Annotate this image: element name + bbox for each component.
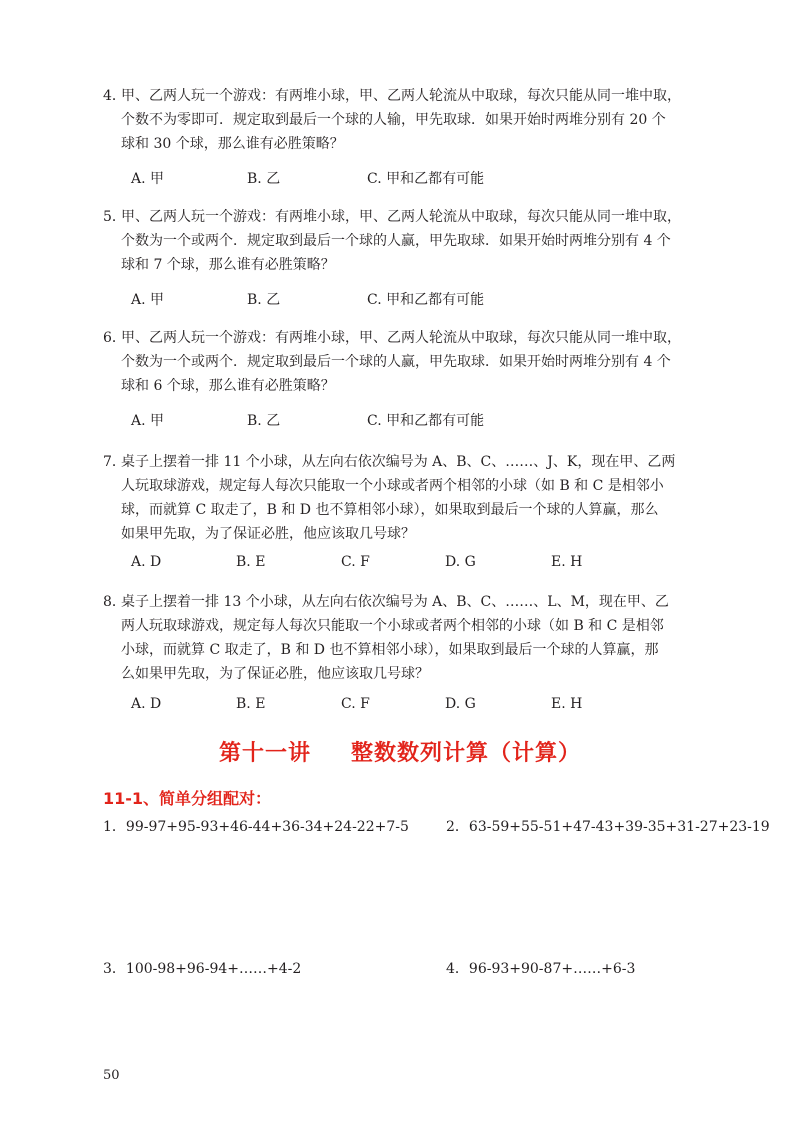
option-a[interactable]: A. D (131, 696, 162, 712)
exercise-3: 3．100-98+96-94+……+4-2 (103, 961, 302, 977)
option-a[interactable]: A. 甲 (131, 413, 165, 429)
option-a[interactable]: A. 甲 (131, 171, 165, 187)
options-4 (131, 168, 731, 190)
option-c[interactable]: C. 甲和乙都有可能 (367, 413, 485, 429)
question-line: 个数为一个或两个．规定取到最后一个球的人赢，甲先取球．如果开始时两堆分别有 4 个 (121, 233, 671, 249)
option-d[interactable]: D. G (445, 554, 476, 570)
option-b[interactable]: B. 乙 (247, 413, 281, 429)
question-number: 4． (103, 88, 126, 104)
option-d[interactable]: D. G (445, 696, 476, 712)
options-8 (131, 696, 731, 718)
question-line: 球和 30 个球，那么谁有必胜策略？ (121, 136, 344, 152)
options-7 (131, 554, 731, 576)
question-line: 如果甲先取，为了保证必胜，他应该取几号球？ (121, 526, 415, 542)
question-line: 甲、乙两人玩一个游戏：有两堆小球，甲、乙两人轮流从中取球，每次只能从同一堆中取， (121, 88, 681, 104)
question-line: 小球，而就算 C 取走了，B 和 D 也不算相邻小球），如果取到最后一个球的人算赢，那 (121, 642, 659, 658)
question-number: 6． (103, 330, 126, 346)
option-b[interactable]: B. 乙 (247, 171, 281, 187)
question-line: 球，而就算 C 取走了，B 和 D 也不算相邻小球），如果取到最后一个球的人算赢，那么 (121, 502, 659, 518)
question-line: 个数不为零即可．规定取到最后一个球的人输，甲先取球．如果开始时两堆分别有 20 个 (121, 112, 666, 128)
question-line: 桌子上摆着一排 11 个小球，从左向右依次编号为 A、B、C、……、J、K，现在甲、乙两 (121, 454, 676, 470)
option-b[interactable]: B. E (236, 554, 266, 570)
question-8 (103, 590, 723, 686)
exercise-4: 4．96-93+90-87+……+6-3 (446, 961, 636, 977)
question-line: 甲、乙两人玩一个游戏：有两堆小球，甲、乙两人轮流从中取球，每次只能从同一堆中取， (121, 330, 681, 346)
sub-heading: 11-1、简单分组配对： (103, 789, 272, 808)
option-c[interactable]: C. F (341, 696, 370, 712)
question-7 (103, 450, 723, 546)
question-line: 甲、乙两人玩一个游戏：有两堆小球，甲、乙两人轮流从中取球，每次只能从同一堆中取， (121, 209, 681, 225)
question-number: 5． (103, 209, 126, 225)
question-line: 人玩取球游戏，规定每人每次只能取一个小球或者两个相邻的小球（如 B 和 C 是相邻小 (121, 478, 664, 494)
question-line: 球和 7 个球，那么谁有必胜策略？ (121, 257, 335, 273)
exercise-2: 2．63-59+55-51+47-43+39-35+31-27+23-19 (446, 819, 770, 835)
option-e[interactable]: E. H (551, 554, 583, 570)
question-line: 个数为一个或两个．规定取到最后一个球的人赢，甲先取球．如果开始时两堆分别有 4 个 (121, 354, 671, 370)
options-5 (131, 289, 731, 311)
option-e[interactable]: E. H (551, 696, 583, 712)
question-line: 两人玩取球游戏，规定每人每次只能取一个小球或者两个相邻的小球（如 B 和 C 是相邻 (121, 618, 664, 634)
option-a[interactable]: A. D (131, 554, 162, 570)
question-number: 8． (103, 594, 126, 610)
question-number: 7． (103, 454, 126, 470)
question-line: 球和 6 个球，那么谁有必胜策略？ (121, 378, 335, 394)
option-b[interactable]: B. 乙 (247, 292, 281, 308)
question-6 (103, 326, 723, 398)
option-b[interactable]: B. E (236, 696, 266, 712)
question-5 (103, 205, 723, 277)
option-c[interactable]: C. F (341, 554, 370, 570)
lecture-title: 整数数列计算（计算） (351, 740, 582, 766)
question-4 (103, 84, 723, 156)
page-number: 50 (103, 1068, 120, 1083)
question-line: 么如果甲先取，为了保证必胜，他应该取几号球？ (121, 666, 429, 682)
option-c[interactable]: C. 甲和乙都有可能 (367, 171, 485, 187)
option-c[interactable]: C. 甲和乙都有可能 (367, 292, 485, 308)
option-a[interactable]: A. 甲 (131, 292, 165, 308)
section-heading (0, 736, 800, 767)
exercise-1: 1．99-97+95-93+46-44+36-34+24-22+7-5 (103, 819, 409, 835)
question-line: 桌子上摆着一排 13 个小球，从左向右依次编号为 A、B、C、……、L、M，现在甲、乙 (121, 594, 669, 610)
lecture-number: 第十一讲 (218, 740, 311, 766)
options-6 (131, 410, 731, 432)
